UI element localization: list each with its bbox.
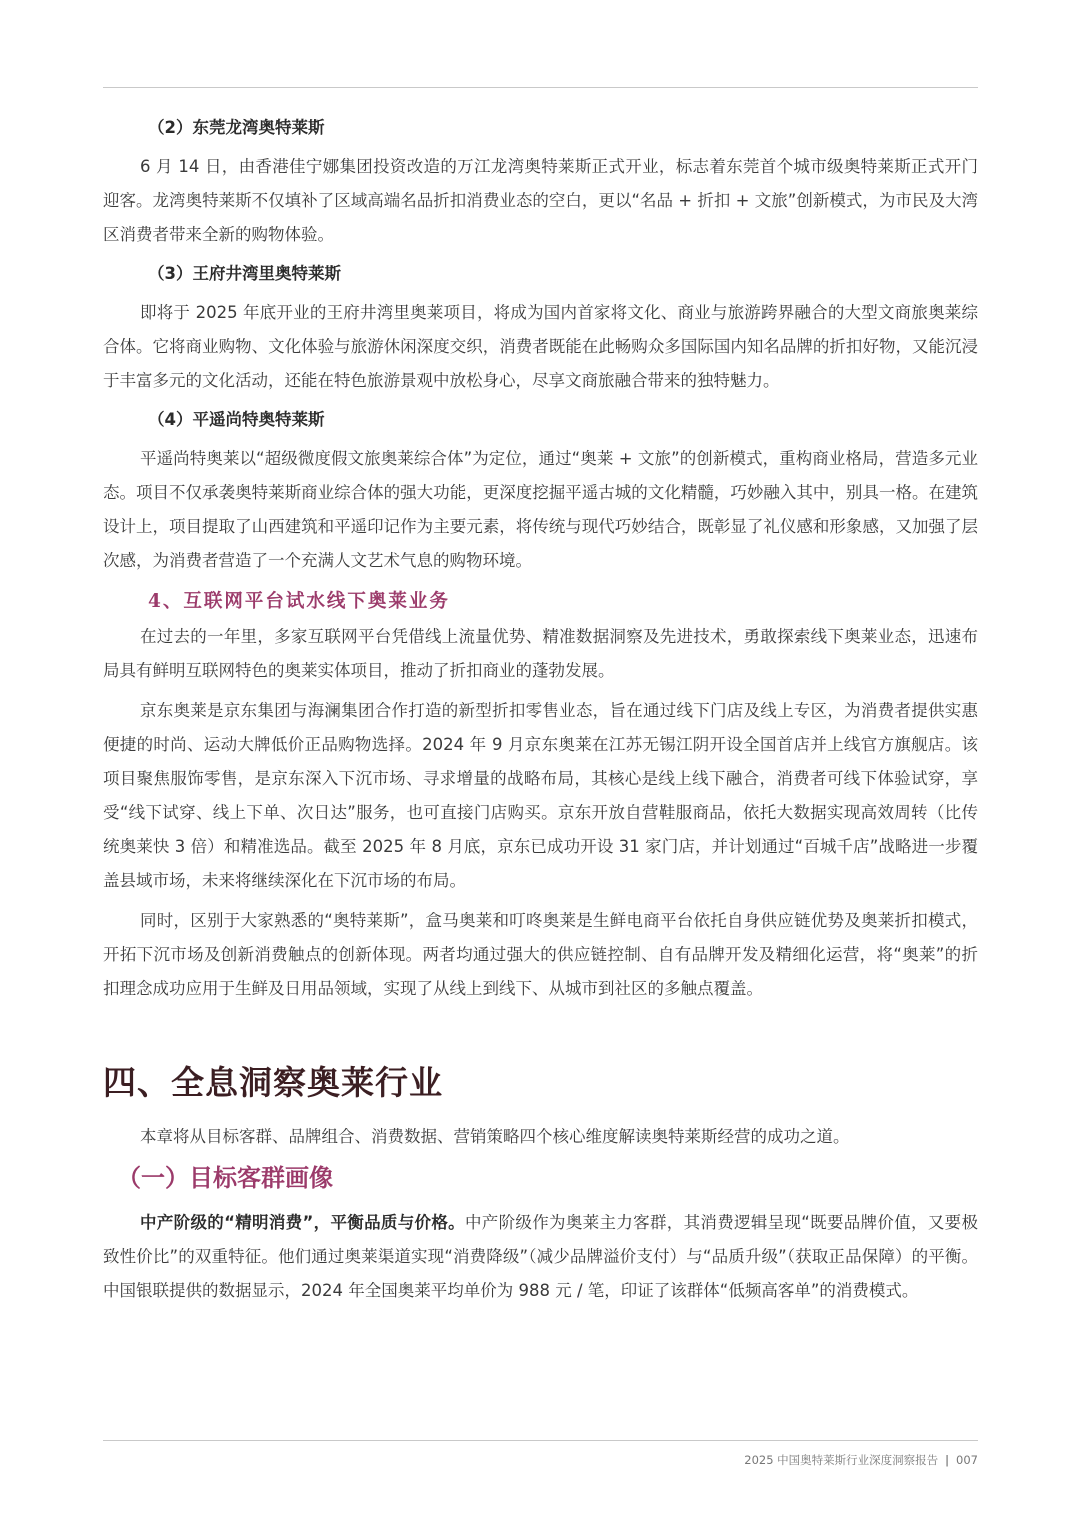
lead-sentence: 中产阶级的“精明消费”，平衡品质与价格。 bbox=[140, 1213, 465, 1232]
footer-rule bbox=[103, 1440, 978, 1441]
paragraph-wangfujing: 即将于 2025 年底开业的王府井湾里奥莱项目，将成为国内首家将文化、商业与旅游跨界融合的大型文商旅奥莱综合体。它将商业购物、文化体验与旅游休闲深度交织，消费者既能在此畅购众多国际国内知名品牌的折扣好物，又能沉浸于丰富多元的文化活动，还能在特色旅游景观中放松身心，尽享文商旅融合带来的独特魅力。 bbox=[103, 303, 978, 390]
paragraph-dongguan: 6 月 14 日，由香港佳宁娜集团投资改造的万江龙湾奥特莱斯正式开业，标志着东莞首个城市级奥特莱斯正式开门迎客。龙湾奥特莱斯不仅填补了区域高端名品折扣消费业态的空白，更以“名品 + 折扣 + 文旅”创新模式，为市民及大湾区消费者带来全新的购物体验。 bbox=[103, 157, 978, 244]
subheading-pingyao: （4）平遥尚特奥特莱斯 bbox=[148, 410, 325, 429]
chapter-intro: 本章将从目标客群、品牌组合、消费数据、营销策略四个核心维度解读奥特莱斯经营的成功之道。 bbox=[140, 1127, 850, 1146]
subheading-internet-platforms: 4、互联网平台试水线下奥莱业务 bbox=[148, 591, 450, 612]
subheading-wangfujing: （3）王府井湾里奥特莱斯 bbox=[148, 264, 341, 283]
page-content bbox=[103, 112, 978, 1308]
section-title-target-customers: （一）目标客群画像 bbox=[117, 1164, 333, 1192]
chapter-title: 四、全息洞察奥莱行业 bbox=[103, 1063, 443, 1102]
page-number: 007 bbox=[956, 1453, 978, 1467]
paragraph-internet-3: 同时，区别于大家熟悉的“奥特莱斯”，盒马奥莱和叮咚奥莱是生鲜电商平台依托自身供应链优势及奥莱折扣模式，开拓下沉市场及创新消费触点的创新体现。两者均通过强大的供应链控制、自有品牌开发及精细化运营，将“奥莱”的折扣理念成功应用于生鲜及日用品领域，实现了从线上到线下、从城市到社区的多触点覆盖。 bbox=[103, 911, 978, 998]
page-footer bbox=[744, 1452, 978, 1468]
header-rule bbox=[103, 87, 978, 88]
paragraph-internet-1: 在过去的一年里，多家互联网平台凭借线上流量优势、精准数据洞察及先进技术，勇敢探索线下奥莱业态，迅速布局具有鲜明互联网特色的奥莱实体项目，推动了折扣商业的蓬勃发展。 bbox=[103, 627, 978, 680]
footer-separator: | bbox=[945, 1453, 950, 1467]
paragraph-internet-2: 京东奥莱是京东集团与海澜集团合作打造的新型折扣零售业态，旨在通过线下门店及线上专区，为消费者提供实惠便捷的时尚、运动大牌低价正品购物选择。2024 年 9 月京东奥莱在江苏无锡江阴开设全国首店并上线官方旗舰店。该项目聚焦服饰零售，是京东深入下沉市场、寻求增量的战略布局，其核心是线上线下融合，消费者可线下体验试穿，享受“线下试穿、线上下单、次日达”服务，也可直接门店购买。京东开放自营鞋服商品，依托大数据实现高效周转（比传统奥莱快 3 倍）和精准选品。截至 2025 年 8 月底，京东已成功开设 31 家门店，并计划通过“百城千店”战略进一步覆盖县域市场，未来将继续深化在下沉市场的布局。 bbox=[103, 701, 978, 890]
paragraph-pingyao: 平遥尚特奥莱以“超级微度假文旅奥莱综合体”为定位，通过“奥莱 + 文旅”的创新模式，重构商业格局，营造多元业态。项目不仅承袭奥特莱斯商业综合体的强大功能，更深度挖掘平遥古城的文化精髓，巧妙融入其中，别具一格。在建筑设计上，项目提取了山西建筑和平遥印记作为主要元素，将传统与现代巧妙结合，既彰显了礼仪感和形象感，又加强了层次感，为消费者营造了一个充满人文艺术气息的购物环境。 bbox=[103, 449, 978, 570]
paragraph-target-customers bbox=[103, 1206, 978, 1308]
footer-report-title: 2025 中国奥特莱斯行业深度洞察报告 bbox=[744, 1453, 939, 1467]
subheading-dongguan: （2）东莞龙湾奥特莱斯 bbox=[148, 118, 325, 137]
paragraph-target-customers-body: 中产阶级作为奥莱主力客群，其消费逻辑呈现“既要品牌价值，又要极致性价比”的双重特征。他们通过奥莱渠道实现“消费降级”（减少品牌溢价支付）与“品质升级”（获取正品保障）的平衡。中国银联提供的数据显示，2024 年全国奥莱平均单价为 988 元 / 笔，印证了该群体“低频高客单”的消费模式。 bbox=[103, 1213, 978, 1300]
